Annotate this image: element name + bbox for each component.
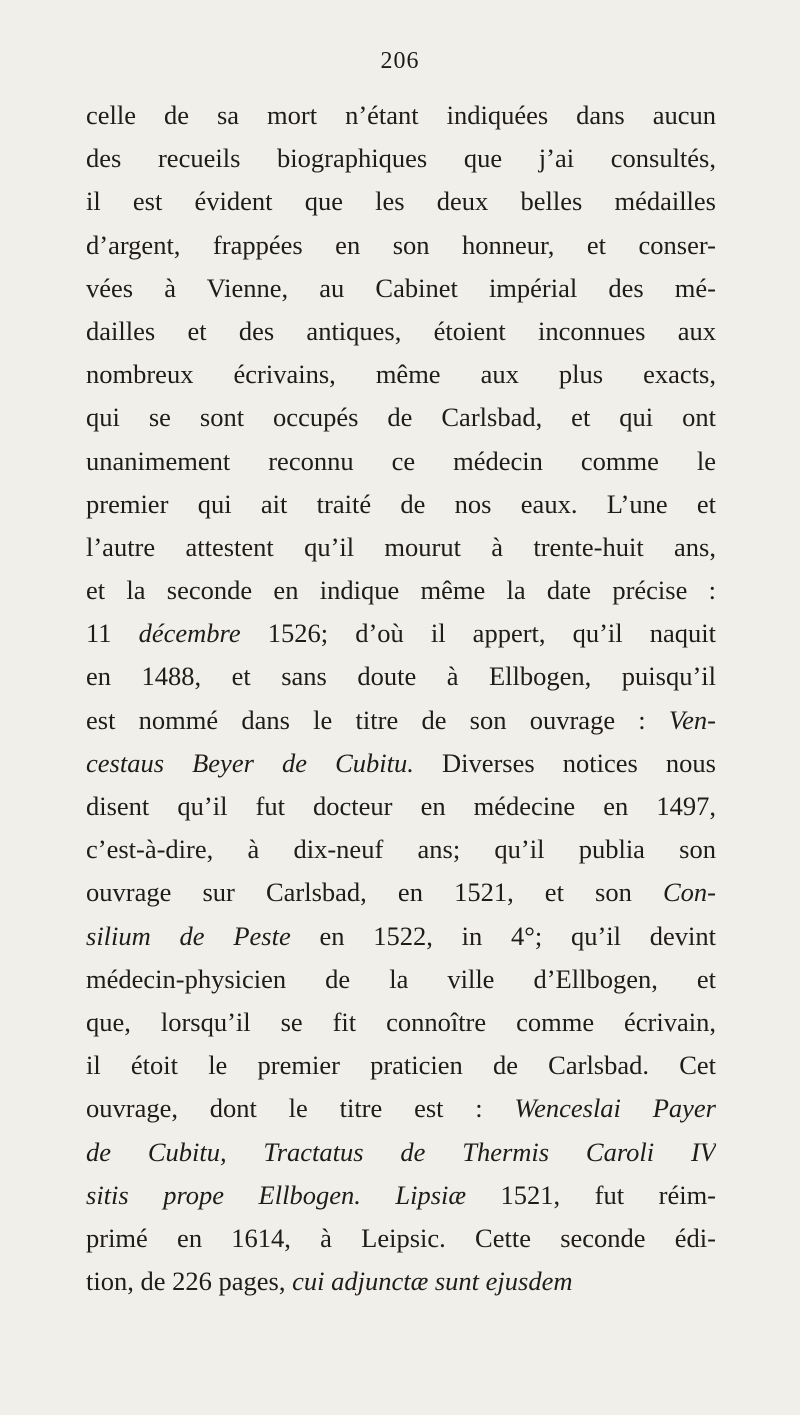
text-segment: 1521, fut réim- (466, 1179, 716, 1210)
text-segment: celle de sa mort n’étant indiquées dans aucun (86, 100, 716, 130)
body-text (86, 94, 716, 1303)
italic-text: Wenceslai Payer (514, 1093, 716, 1124)
text-line (86, 958, 716, 1001)
text-segment: d’argent, frappées en son honneur, et conser- (86, 229, 716, 260)
text-segment: en 1488, et sans doute à Ellbogen, puisqu’il (86, 661, 716, 692)
text-line (86, 94, 716, 137)
text-segment: l’autre attestent qu’il mourut à trente-huit ans, (86, 531, 716, 562)
text-segment: nombreux écrivains, même aux plus exacts, (86, 359, 716, 390)
text-line (86, 1174, 716, 1217)
text-line (86, 180, 716, 223)
text-line (86, 483, 716, 526)
italic-text: Con- (663, 877, 716, 908)
text-segment: 11 (86, 618, 139, 649)
text-segment: il étoit le premier praticien de Carlsbad. Cet (86, 1050, 716, 1081)
text-line (86, 1131, 716, 1174)
italic-text: de Cubitu, Tractatus de Thermis Caroli IV (86, 1136, 716, 1167)
text-segment: est nommé dans le titre de son ouvrage : (86, 704, 669, 735)
text-line (86, 396, 716, 439)
text-line (86, 699, 716, 742)
text-segment: que, lorsqu’il se fit connoître comme écrivain, (86, 1006, 716, 1037)
text-segment: disent qu’il fut docteur en médecine en 1497, (86, 791, 716, 821)
text-segment: Diverses notices nous (413, 747, 716, 778)
text-segment: vées à Vienne, au Cabinet impérial des mé- (86, 272, 716, 303)
text-line (86, 224, 716, 267)
text-segment: et la seconde en indique même la date précise : (86, 575, 716, 606)
text-segment: des recueils biographiques que j’ai consultés, (86, 143, 716, 174)
italic-text: cestaus Beyer de Cubitu. (86, 747, 414, 778)
text-line (86, 569, 716, 612)
text-segment: dailles et des antiques, étoient inconnues aux (86, 315, 716, 346)
italic-text: sitis prope Ellbogen. Lipsiæ (86, 1179, 467, 1210)
italic-text: décembre (138, 618, 241, 649)
text-line (86, 871, 716, 914)
text-line (86, 742, 716, 785)
text-line (86, 440, 716, 483)
text-segment: il est évident que les deux belles médailles (86, 186, 716, 217)
text-segment: unanimement reconnu ce médecin comme le (86, 445, 716, 476)
text-segment: qui se sont occupés de Carlsbad, et qui ont (86, 402, 716, 433)
text-segment: ouvrage, dont le titre est : (86, 1093, 515, 1124)
text-segment: tion, de 226 pages, (86, 1266, 293, 1297)
text-line (86, 915, 716, 958)
italic-text: silium de Peste (86, 920, 291, 951)
text-line (86, 785, 716, 828)
text-line (86, 526, 716, 569)
text-line (86, 1001, 716, 1044)
text-segment: primé en 1614, à Leipsic. Cette seconde édi- (86, 1222, 716, 1253)
text-segment: ouvrage sur Carlsbad, en 1521, et son (86, 877, 663, 908)
text-line (86, 1087, 716, 1130)
italic-text: Ven- (668, 704, 716, 735)
text-line (86, 353, 716, 396)
text-line (86, 828, 716, 871)
text-segment: c’est-à-dire, à dix-neuf ans; qu’il publia son (86, 834, 716, 865)
text-line (86, 655, 716, 698)
text-line (86, 267, 716, 310)
text-segment: médecin-physicien de la ville d’Ellbogen, et (86, 963, 716, 994)
page-number: 206 (380, 48, 420, 74)
text-line (86, 1044, 716, 1087)
text-segment: premier qui ait traité de nos eaux. L’une et (86, 488, 716, 519)
text-line (86, 137, 716, 180)
italic-text: cui adjunctæ sunt ejusdem (292, 1266, 573, 1297)
text-segment: 1526; d’où il appert, qu’il naquit (240, 618, 716, 649)
text-segment: en 1522, in 4°; qu’il devint (290, 920, 716, 951)
text-line (86, 310, 716, 353)
text-line (86, 1217, 716, 1260)
text-line (86, 612, 716, 655)
text-line (86, 1260, 716, 1303)
